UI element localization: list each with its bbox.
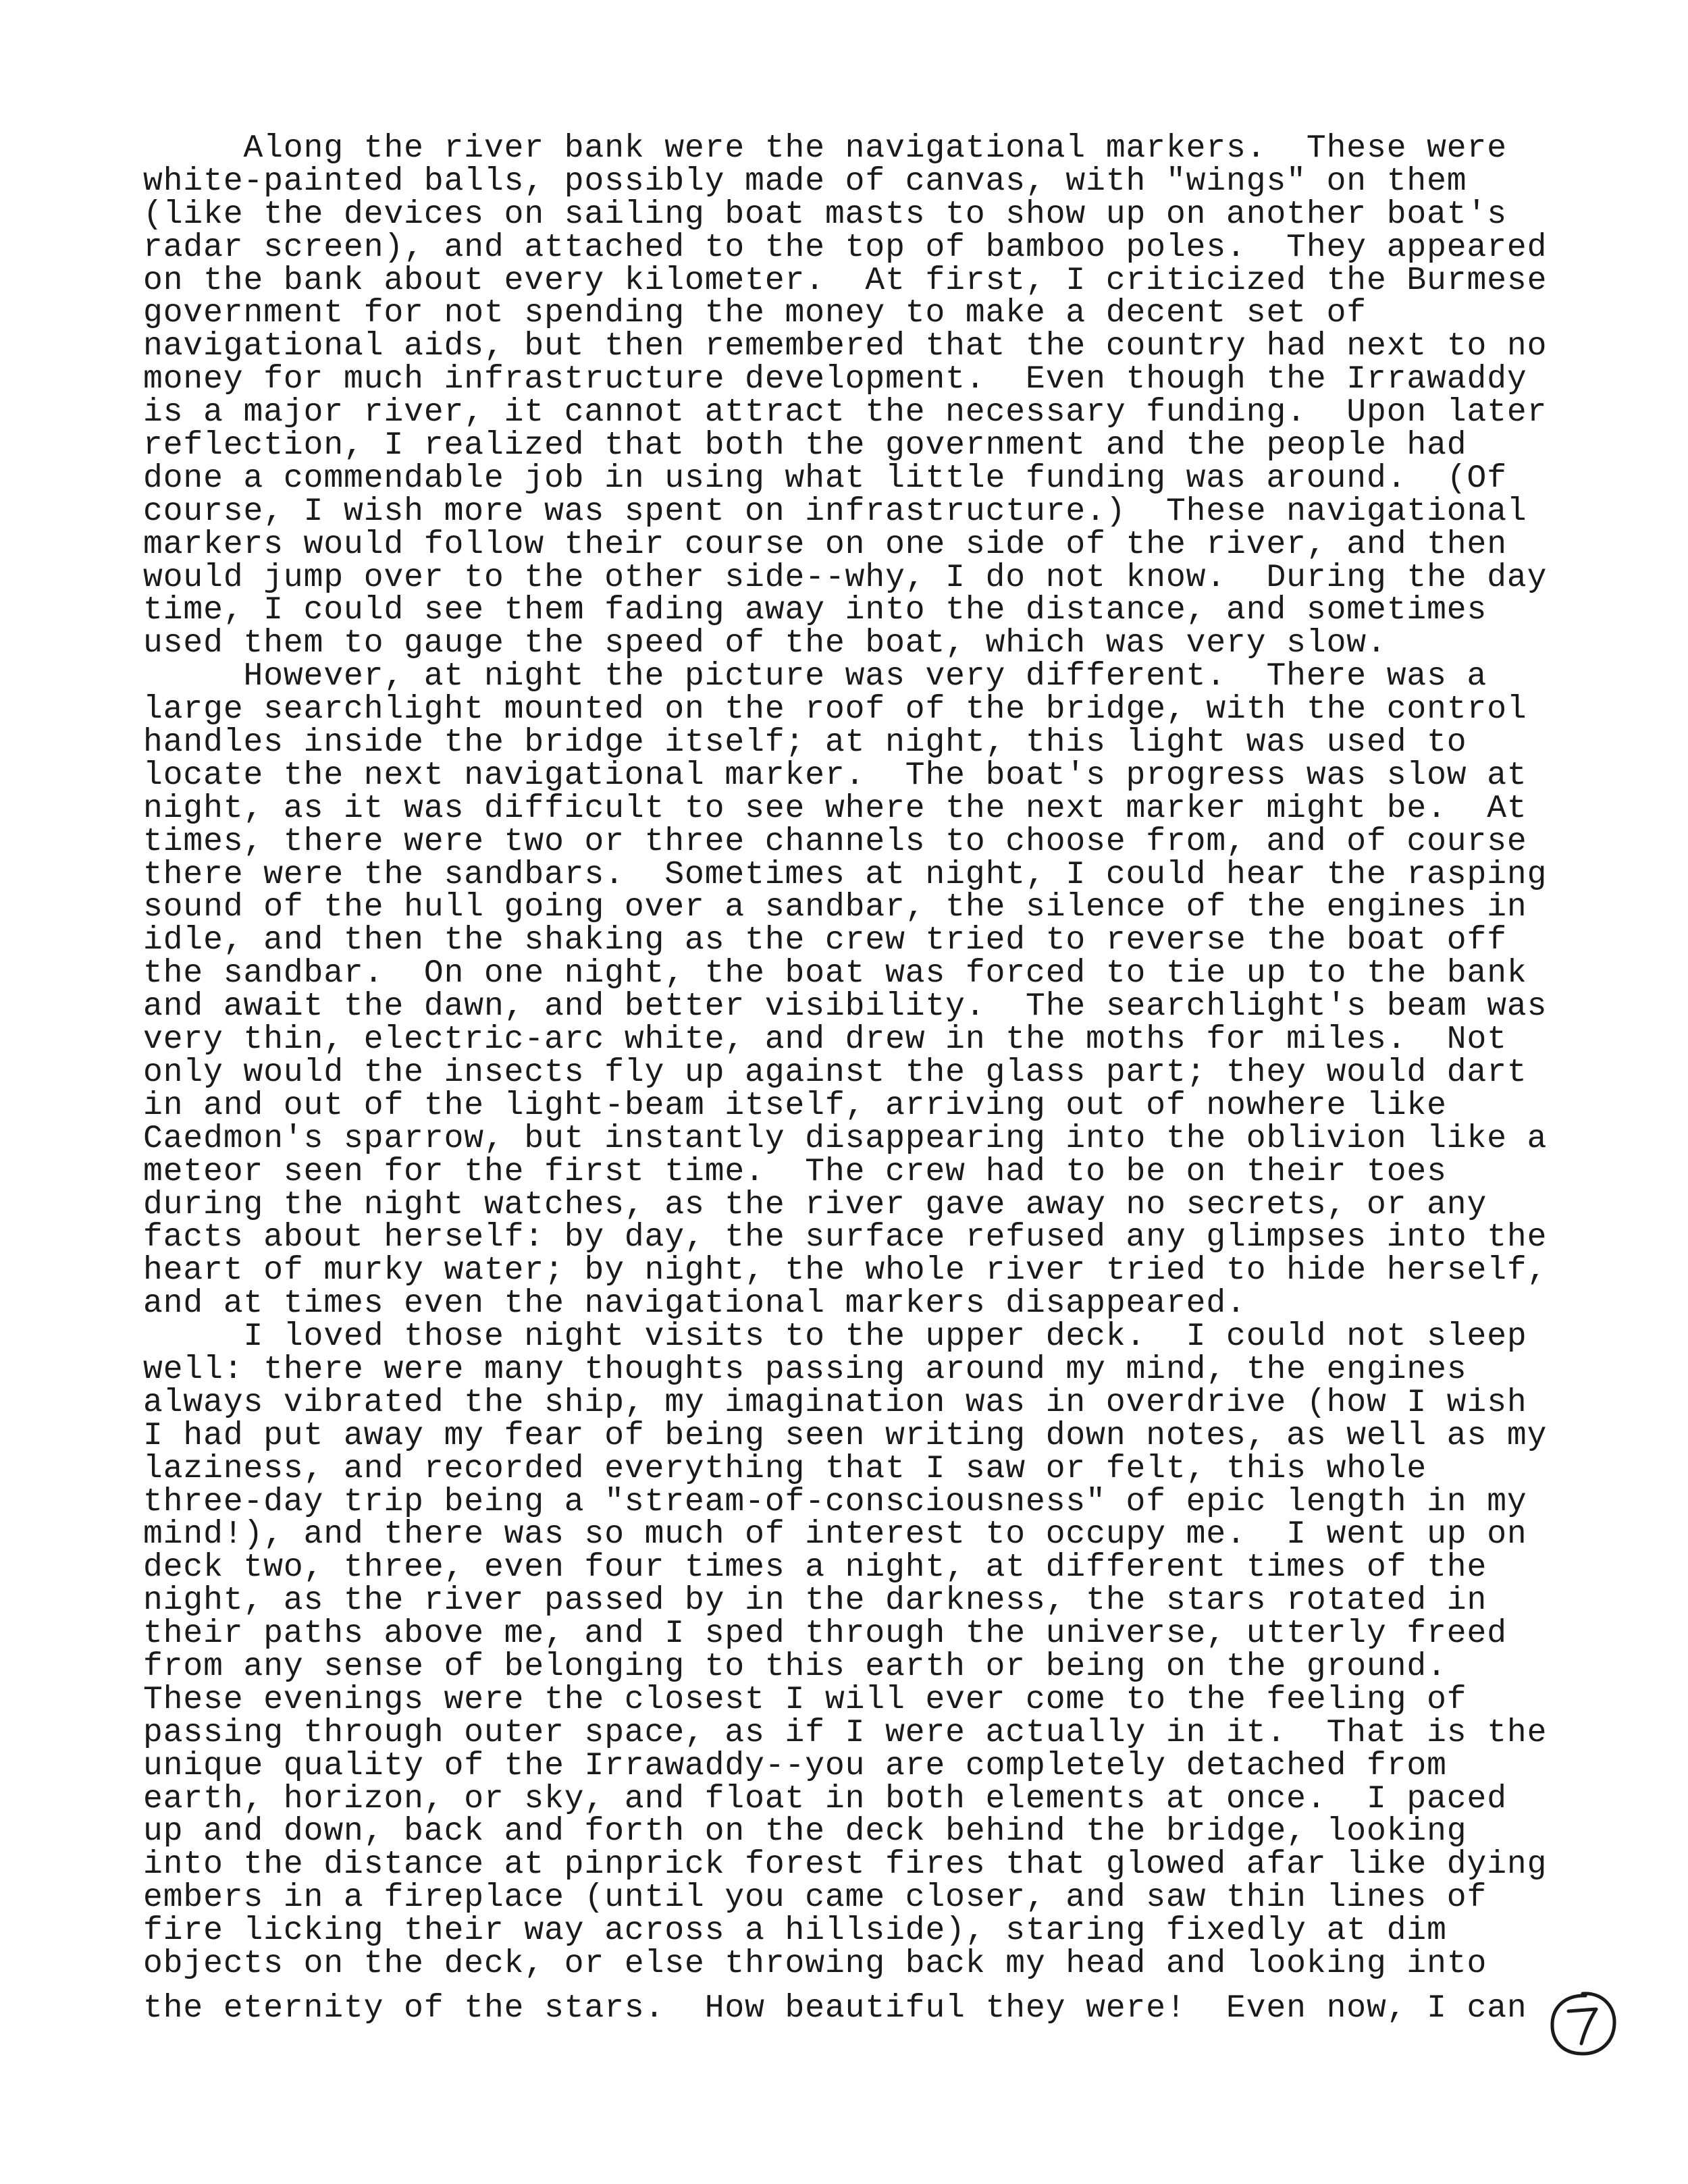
text-line: night, as the river passed by in the darkness, the stars rotated in xyxy=(143,1582,1487,1620)
text-line: up and down, back and forth on the deck behind the bridge, looking xyxy=(143,1813,1467,1850)
text-line: I had put away my fear of being seen writing down notes, as well as my xyxy=(143,1417,1548,1454)
text-line: markers would follow their course on one side of the river, and then xyxy=(143,526,1507,563)
text-line: in and out of the light-beam itself, arriving out of nowhere like xyxy=(143,1087,1447,1124)
text-line: used them to gauge the speed of the boat, which was very slow. xyxy=(143,625,1387,662)
text-line: sound of the hull going over a sandbar, the silence of the engines in xyxy=(143,889,1527,926)
text-line: embers in a fireplace (until you came closer, and saw thin lines of xyxy=(143,1880,1487,1917)
text-line: and await the dawn, and better visibility. The searchlight's beam was xyxy=(143,988,1548,1026)
text-line: from any sense of belonging to this earth or being on the ground. xyxy=(143,1648,1447,1685)
text-line: earth, horizon, or sky, and float in both elements at once. I paced xyxy=(143,1780,1507,1817)
text-line: times, there were two or three channels to choose from, and of course xyxy=(143,823,1527,860)
text-line: handles inside the bridge itself; at night, this light was used to xyxy=(143,724,1467,762)
text-line: time, I could see them fading away into the distance, and sometimes xyxy=(143,592,1487,629)
text-line: during the night watches, as the river gave away no secrets, or any xyxy=(143,1186,1487,1223)
text-line: deck two, three, even four times a night, at different times of the xyxy=(143,1549,1487,1587)
text-line: radar screen), and attached to the top of bamboo poles. They appeared xyxy=(143,229,1548,266)
text-line: large searchlight mounted on the roof of the bridge, with the control xyxy=(143,691,1527,728)
text-line: These evenings were the closest I will ever come to the feeling of xyxy=(143,1681,1467,1718)
text-line: Along the river bank were the navigational markers. These were xyxy=(143,130,1507,167)
body-text xyxy=(143,132,1595,2025)
circled-number-drawing xyxy=(1546,1988,1620,2059)
text-line: and at times even the navigational markers disappeared. xyxy=(143,1285,1246,1323)
text-line: would jump over to the other side--why, I do not know. During the day xyxy=(143,559,1548,596)
text-line: into the distance at pinprick forest fires that glowed afar like dying xyxy=(143,1846,1548,1884)
text-line: Caedmon's sparrow, but instantly disappearing into the oblivion like a xyxy=(143,1120,1548,1157)
text-line: very thin, electric-arc white, and drew in the moths for miles. Not xyxy=(143,1021,1507,1059)
text-line: government for not spending the money to make a decent set of xyxy=(143,295,1367,332)
text-line: locate the next navigational marker. The boat's progress was slow at xyxy=(143,757,1527,794)
text-line: mind!), and there was so much of interest to occupy me. I went up on xyxy=(143,1516,1527,1553)
text-line: course, I wish more was spent on infrastructure.) These navigational xyxy=(143,493,1527,530)
text-line: laziness, and recorded everything that I saw or felt, this whole xyxy=(143,1450,1427,1487)
text-line: passing through outer space, as if I were actually in it. That is the xyxy=(143,1714,1548,1751)
text-line: is a major river, it cannot attract the necessary funding. Upon later xyxy=(143,394,1548,431)
text-line: there were the sandbars. Sometimes at night, I could hear the rasping xyxy=(143,856,1548,893)
text-line: only would the insects fly up against the glass part; they would dart xyxy=(143,1054,1527,1091)
text-line: (like the devices on sailing boat masts to show up on another boat's xyxy=(143,196,1507,233)
text-line: facts about herself: by day, the surface refused any glimpses into the xyxy=(143,1219,1548,1256)
text-line: meteor seen for the first time. The crew had to be on their toes xyxy=(143,1153,1447,1190)
text-line: white-painted balls, possibly made of canvas, with "wings" on them xyxy=(143,163,1467,200)
text-line: on the bank about every kilometer. At first, I criticized the Burmese xyxy=(143,262,1548,299)
text-line: I loved those night visits to the upper deck. I could not sleep xyxy=(143,1319,1527,1356)
text-line: However, at night the picture was very different. There was a xyxy=(143,658,1487,695)
text-line: always vibrated the ship, my imagination was in overdrive (how I wish xyxy=(143,1384,1527,1421)
text-line: objects on the deck, or else throwing back my head and looking into xyxy=(143,1945,1487,1982)
text-line: fire licking their way across a hillside), staring fixedly at dim xyxy=(143,1913,1447,1950)
text-line: unique quality of the Irrawaddy--you are completely detached from xyxy=(143,1747,1447,1784)
text-line: navigational aids, but then remembered that the country had next to no xyxy=(143,328,1548,365)
handwritten-page-number xyxy=(1546,1988,1620,2059)
text-line: done a commendable job in using what little funding was around. (Of xyxy=(143,460,1507,497)
text-line: reflection, I realized that both the government and the people had xyxy=(143,427,1467,464)
text-line-last: the eternity of the stars. How beautiful they were! Even now, I can xyxy=(143,1990,1527,2027)
text-line: heart of murky water; by night, the whole river tried to hide herself, xyxy=(143,1252,1548,1289)
text-line: three-day trip being a "stream-of-consciousness" of epic length in my xyxy=(143,1483,1527,1520)
text-line: night, as it was difficult to see where the next marker might be. At xyxy=(143,790,1527,827)
text-line: the sandbar. On one night, the boat was forced to tie up to the bank xyxy=(143,955,1527,992)
text-line: well: there were many thoughts passing around my mind, the engines xyxy=(143,1351,1467,1388)
text-line: money for much infrastructure development. Even though the Irrawaddy xyxy=(143,361,1527,398)
text-line: idle, and then the shaking as the crew tried to reverse the boat off xyxy=(143,922,1507,959)
text-line: their paths above me, and I sped through the universe, utterly freed xyxy=(143,1616,1507,1653)
